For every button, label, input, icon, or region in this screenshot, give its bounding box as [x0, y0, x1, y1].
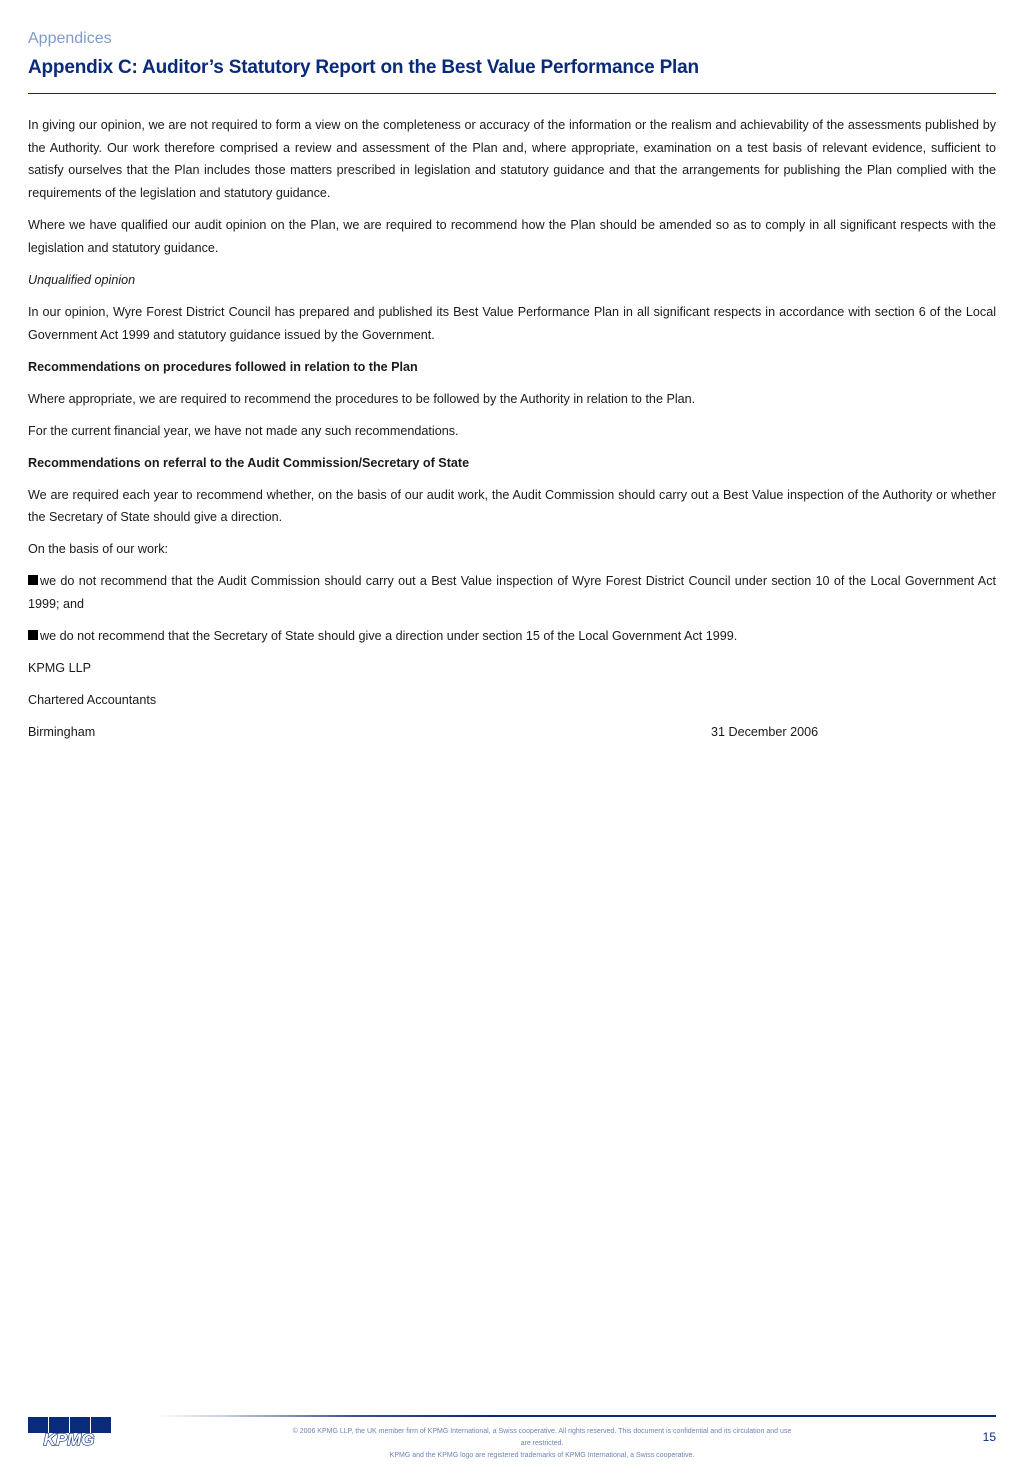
bullet-item: [28, 570, 996, 615]
footer-divider: [155, 1415, 996, 1417]
paragraph-procedures: Where appropriate, we are required to recommend the procedures to be followed by the Authority in relation to the Plan.: [28, 391, 696, 406]
bullet-text: we do not recommend that the Secretary of State should give a direction under section 15 of the Local Government Act 1999.: [40, 628, 738, 643]
signature-location: Birmingham: [28, 724, 96, 739]
bullet-item: [28, 625, 996, 648]
report-body: [28, 114, 996, 744]
signature-row: [28, 721, 996, 744]
square-bullet-icon: [28, 630, 38, 640]
square-bullet-icon: [28, 575, 38, 585]
kpmg-logo: [28, 1417, 111, 1446]
paragraph-no-recommendations: For the current financial year, we have not made any such recommendations.: [28, 423, 459, 438]
page-title: Appendix C: Auditor’s Statutory Report on the Best Value Performance Plan: [28, 57, 699, 78]
copyright-line: are restricted.: [520, 1440, 564, 1447]
signatory-name: KPMG LLP: [28, 660, 91, 675]
paragraph-basis: On the basis of our work:: [28, 542, 168, 557]
copyright-line: © 2006 KPMG LLP, the UK member firm of KPMG International, a Swiss cooperative. All rights reserved. This document is confidential and its circulation and use: [292, 1428, 792, 1435]
title-divider: [28, 93, 996, 94]
unqualified-opinion-heading: Unqualified opinion: [28, 272, 136, 287]
copyright-notice: [262, 1426, 822, 1462]
paragraph-scope: In giving our opinion, we are not required to form a view on the completeness or accuracy of the information or the realism and achievability of the assessments published by the Authority. Our work therefore comprised a review and assessment of the Plan and, where appropriate, examination on a test basis of relevant evidence, sufficient to satisfy ourselves that the Plan includes those matters prescribed in legislation and statutory guidance and that the arrangements for publishing the Plan complied with the requirements of the legislation and statutory guidance.: [28, 118, 996, 201]
paragraph-referral: We are required each year to recommend whether, on the basis of our audit work, the Audit Commission should carry out a Best Value inspection of the Authority or whether the Secretary of State should give a direction.: [28, 487, 996, 525]
bullet-text: we do not recommend that the Audit Commission should carry out a Best Value inspection of Wyre Forest District Council under section 10 of the Local Government Act 1999; and: [28, 574, 996, 611]
procedures-heading: Recommendations on procedures followed in relation to the Plan: [28, 359, 418, 374]
page-number: 15: [982, 1430, 996, 1444]
kpmg-logo-text: KPMG: [43, 1430, 95, 1446]
trademark-line: KPMG and the KPMG logo are registered trademarks of KPMG International, a Swiss cooperative.: [389, 1452, 695, 1459]
section-label: Appendices: [28, 30, 112, 47]
referral-heading: Recommendations on referral to the Audit Commission/Secretary of State: [28, 455, 470, 470]
signatory-role: Chartered Accountants: [28, 692, 157, 707]
signature-date: 31 December 2006: [711, 724, 819, 739]
paragraph-qualified: Where we have qualified our audit opinion on the Plan, we are required to recommend how the Plan should be amended so as to comply in all significant respects with the legislation and statutory guidance.: [28, 218, 996, 255]
paragraph-opinion: In our opinion, Wyre Forest District Council has prepared and published its Best Value Performance Plan in all significant respects in accordance with section 6 of the Local Government Act 1999 and statutory guidance issued by the Government.: [28, 304, 996, 342]
